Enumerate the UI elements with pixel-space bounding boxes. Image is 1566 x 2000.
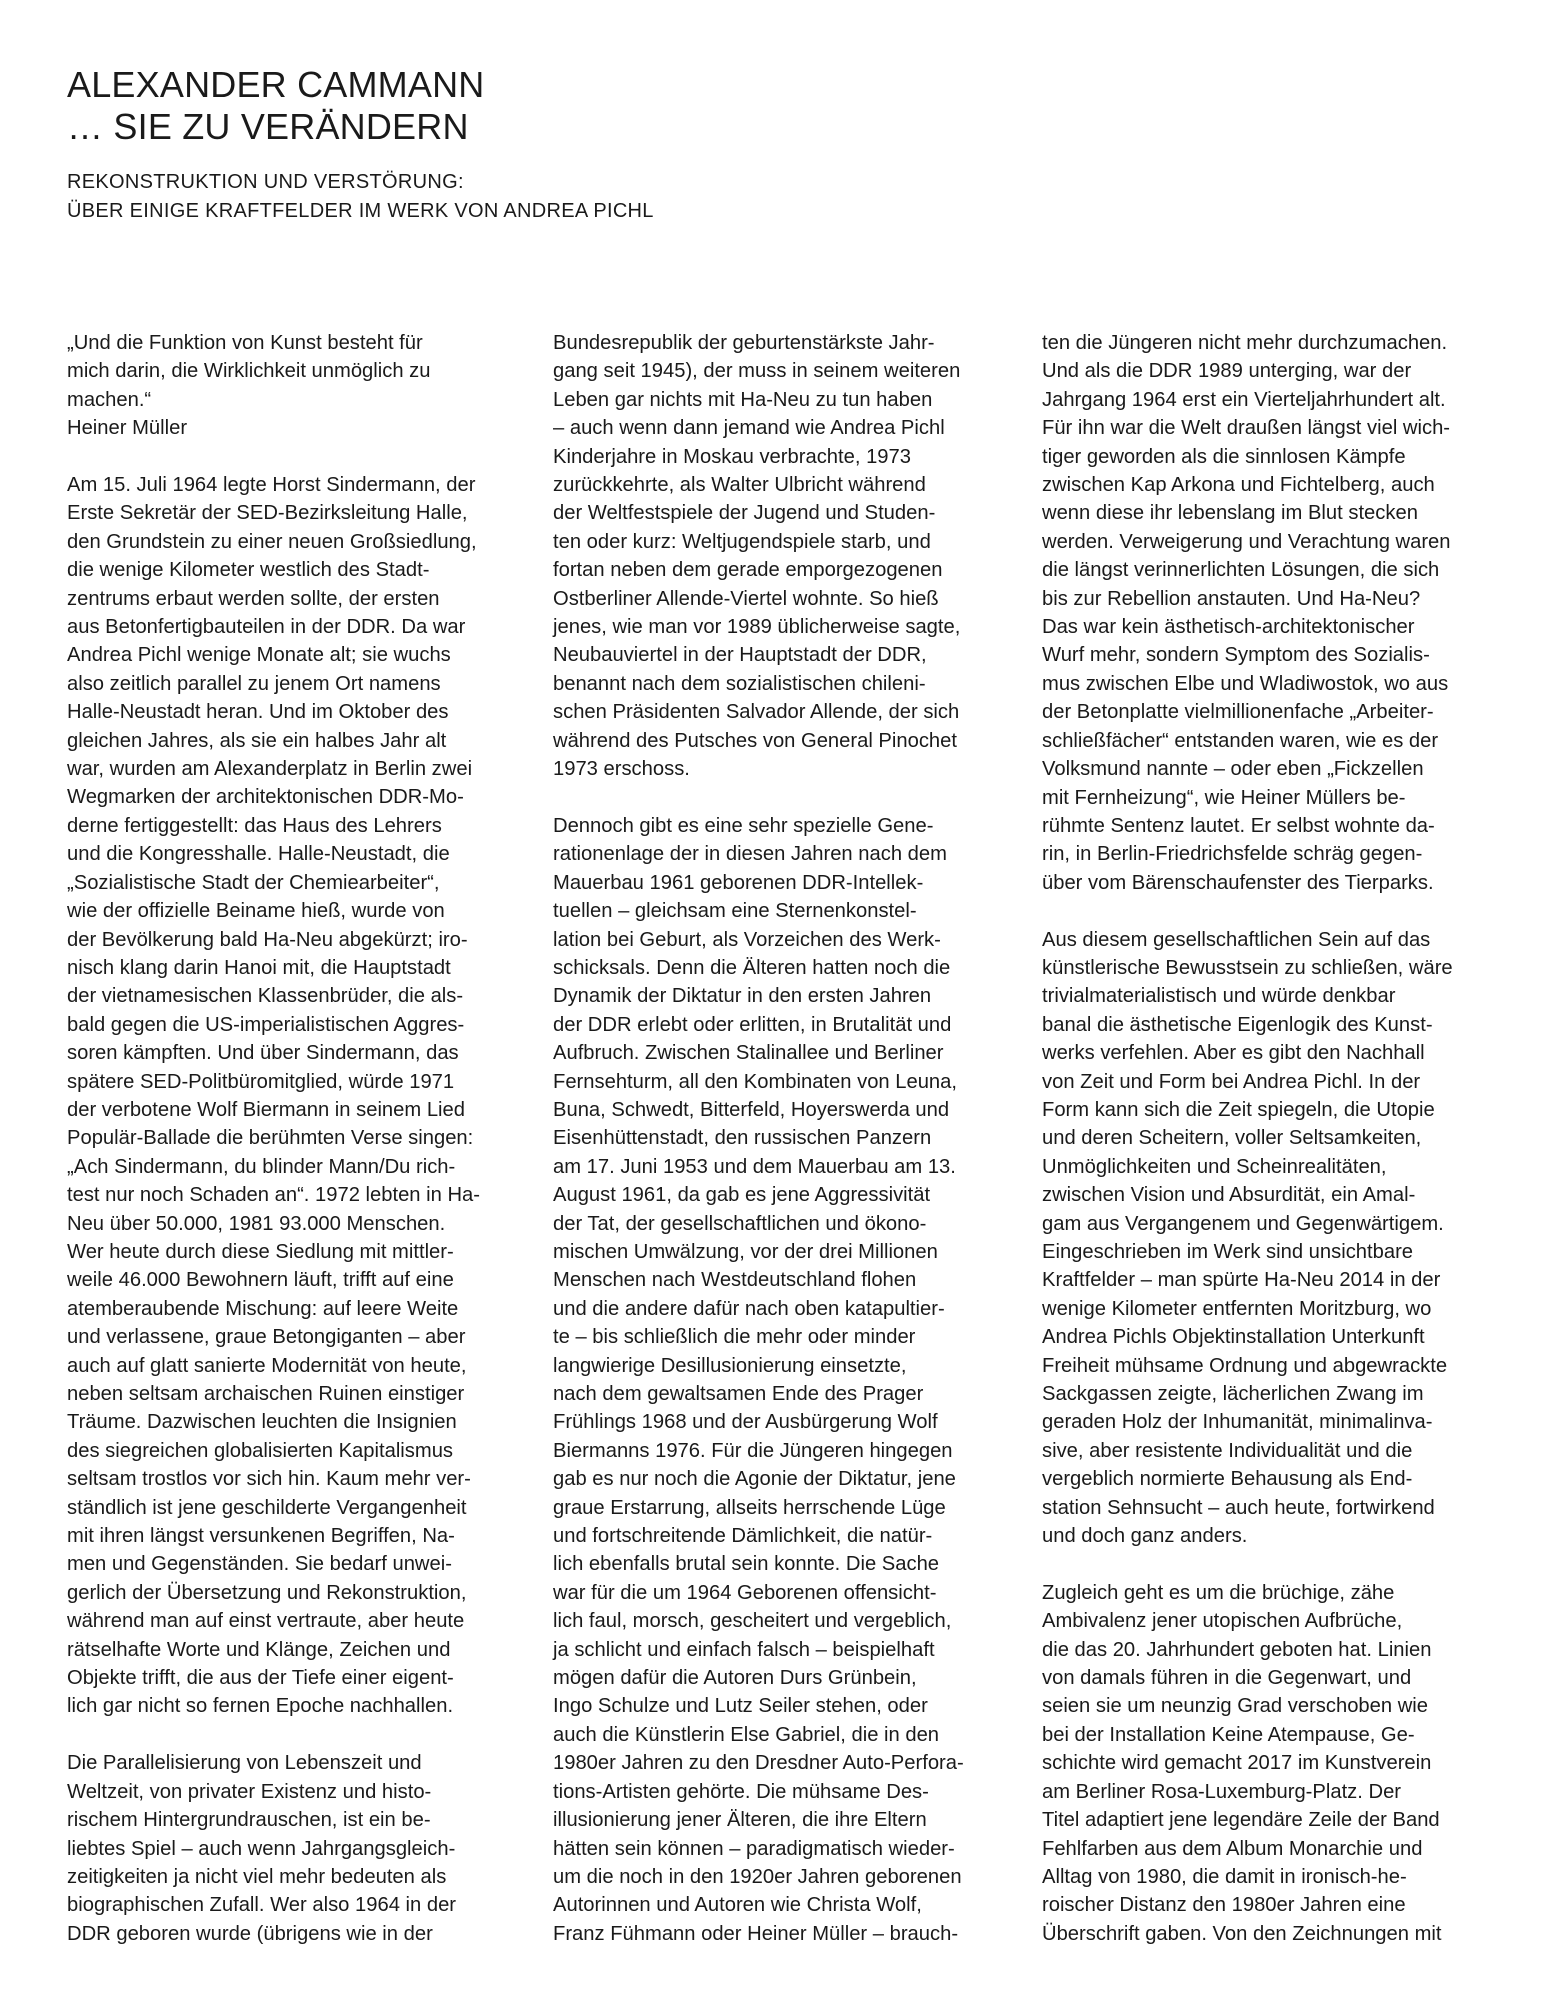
text-line: men und Gegenständen. Sie bedarf unwei- [67,1553,452,1576]
text-line: Erste Sekretär der SED-Bezirksleitung Halle, [67,502,468,525]
text-line: tiger geworden als die sinnlosen Kämpfe [1042,445,1406,468]
text-line: mögen dafür die Autoren Durs Grünbein, [553,1667,917,1690]
text-line: „Sozialistische Stadt der Chemiearbeiter“, [67,871,440,894]
text-line: war für die um 1964 Geborenen offensicht- [553,1581,937,1604]
text-line: schicksals. Denn die Älteren hatten noch die [553,956,951,979]
text-line: weile 46.000 Bewohnern läuft, trifft auf eine [67,1269,454,1292]
text-line: Mauerbau 1961 geborenen DDR-Intellek- [553,871,924,894]
text-line: rischem Hintergrundrauschen, ist ein be- [67,1809,431,1832]
paragraph [67,1749,515,1948]
text-line: Kinderjahre in Moskau verbrachte, 1973 [553,445,911,468]
text-line: der Tat, der gesellschaftlichen und ökono- [553,1212,927,1235]
text-line: benannt nach dem sozialistischen chileni- [553,672,926,695]
text-line: des siegreichen globalisierten Kapitalismus [67,1439,454,1462]
text-line: Ambivalenz jener utopischen Aufbrüche, [1042,1610,1403,1633]
text-line: Biermanns 1976. Für die Jüngeren hingegen [553,1439,953,1462]
text-line: am Berliner Rosa-Luxemburg-Platz. Der [1042,1780,1402,1803]
text-line: lation bei Geburt, als Vorzeichen des Werk- [553,928,941,951]
text-line: und verlassene, graue Betongiganten – aber [67,1326,466,1349]
text-line: sive, aber resistente Individualität und die [1042,1439,1413,1462]
text-line: werden. Verweigerung und Verachtung waren [1042,530,1451,553]
paragraph [1042,926,1490,1551]
text-line: Heiner Müller [67,417,188,440]
text-line: gang seit 1945), der muss in seinem weiteren [553,360,961,383]
text-line: atemberaubende Mischung: auf leere Weite [67,1297,459,1320]
text-line: zwischen Vision und Absurdität, ein Amal- [1042,1184,1416,1207]
text-line: Eingeschrieben im Werk sind unsichtbare [1042,1240,1414,1263]
text-line: Bundesrepublik der geburtenstärkste Jahr- [553,332,935,354]
text-line: Fehlfarben aus dem Album Monarchie und [1042,1837,1423,1860]
text-line: während man auf einst vertraute, aber heute [67,1610,465,1633]
text-line: rin, in Berlin-Friedrichsfelde schräg gegen- [1042,843,1423,866]
text-column-2 [553,329,1001,1948]
text-line: tuellen – gleichsam eine Sternenkonstel- [553,900,917,923]
text-line: Volksmund nannte – oder eben „Fickzellen [1042,758,1424,781]
text-line: jenes, wie man vor 1989 üblicherweise sagte, [553,616,961,639]
paragraph [553,812,1001,1948]
text-line: Titel adaptiert jene legendäre Zeile der Band [1042,1809,1440,1832]
text-line: Fernsehturm, all den Kombinaten von Leuna, [553,1070,957,1093]
text-line: Das war kein ästhetisch-architektonischer [1042,616,1415,639]
text-line: zwischen Kap Arkona und Fichtelberg, auch [1042,474,1435,497]
text-line: also zeitlich parallel zu jenem Ort namens [67,672,441,695]
text-line: geraden Holz der Inhumanität, minimalinva- [1042,1411,1433,1434]
author-name: ALEXANDER CAMMANN [67,64,485,105]
text-line: lich faul, morsch, gescheitert und vergeblich, [553,1610,952,1633]
text-line: Überschrift gaben. Von den Zeichnungen mit [1042,1922,1442,1945]
text-line: Neubauviertel in der Hauptstadt der DDR, [553,644,927,667]
text-line: die das 20. Jahrhundert geboten hat. Linien [1042,1638,1432,1661]
text-line: bald gegen die US-imperialistischen Aggres- [67,1013,465,1036]
text-line: „Ach Sindermann, du blinder Mann/Du rich- [67,1155,456,1178]
text-line: aus Betonfertigbauteilen in der DDR. Da war [67,616,466,639]
text-line: und doch ganz anders. [1042,1525,1248,1548]
text-line: mit ihren längst versunkenen Begriffen, Na- [67,1525,455,1548]
text-line: wie der offizielle Beiname hieß, wurde von [67,900,445,923]
text-line: graue Erstarrung, allseits herrschende Lüge [553,1496,946,1519]
text-line: banal die ästhetische Eigenlogik des Kunst- [1042,1013,1433,1036]
text-line: Halle-Neustadt heran. Und im Oktober des [67,701,449,724]
text-line: ja schlicht und einfach falsch – beispielhaft [553,1638,935,1661]
text-line: Wegmarken der architektonischen DDR-Mo- [67,786,464,809]
subtitle-line: ÜBER EINIGE KRAFTFELDER IM WERK VON ANDREA PICHL [67,200,654,222]
text-line: hätten sein können – paradigmatisch wieder- [553,1837,955,1860]
text-line: lich gar nicht so fernen Epoche nachhallen. [67,1695,454,1718]
text-line: Alltag von 1980, die damit in ironisch-he- [1042,1865,1407,1888]
text-line: Träume. Dazwischen leuchten die Insignien [67,1411,457,1434]
text-line: bei der Installation Keine Atempause, Ge- [1042,1723,1415,1746]
text-line: von damals führen in die Gegenwart, und [1042,1667,1412,1690]
subtitle-line: REKONSTRUKTION UND VERSTÖRUNG: [67,171,464,193]
text-line: schichte wird gemacht 2017 im Kunstverein [1042,1752,1432,1775]
text-line: zeitigkeiten ja nicht viel mehr bedeuten als [67,1865,447,1888]
text-line: soren kämpften. Und über Sindermann, das [67,1042,459,1065]
text-line: der Betonplatte vielmillionenfache „Arbeiter- [1042,701,1434,724]
text-line: Zugleich geht es um die brüchige, zähe [1042,1581,1395,1604]
text-line: ten die Jüngeren nicht mehr durchzumachen. [1042,332,1448,354]
text-line: ständlich ist jene geschilderte Vergangenheit [67,1496,467,1519]
text-line: Wurf mehr, sondern Symptom des Sozialis- [1042,644,1430,667]
text-line: gleichen Jahres, als sie ein halbes Jahr alt [67,729,447,752]
text-line: tions-Artisten gehörte. Die mühsame Des- [553,1780,929,1803]
text-line: Kraftfelder – man spürte Ha-Neu 2014 in der [1042,1269,1441,1292]
text-line: seien sie um neunzig Grad verschoben wie [1042,1695,1429,1718]
text-line: von Zeit und Form bei Andrea Pichl. In der [1042,1070,1421,1093]
text-line: Weltzeit, von privater Existenz und histo- [67,1780,432,1803]
text-line: wenige Kilometer entfernten Moritzburg, wo [1042,1297,1432,1320]
text-line: der verbotene Wolf Biermann in seinem Lied [67,1098,465,1121]
text-line: gam aus Vergangenem und Gegenwärtigem. [1042,1212,1444,1235]
text-column-1 [67,329,515,1948]
text-line: fortan neben dem gerade emporgezogenen [553,559,943,582]
text-line: Andrea Pichl wenige Monate alt; sie wuchs [67,644,451,667]
text-line: ten oder kurz: Weltjugendspiele starb, und [553,530,931,553]
text-line: während des Putsches von General Pinochet [553,729,957,752]
text-line: und fortschreitende Dämlichkeit, die natür- [553,1525,933,1548]
text-line: mit Fernheizung“, wie Heiner Müllers be- [1042,786,1406,809]
text-line: und deren Scheitern, voller Seltsamkeiten, [1042,1127,1422,1150]
text-line: der DDR erlebt oder erlitten, in Brutalität und [553,1013,952,1036]
text-line: machen.“ [67,388,152,411]
text-line: und die Kongresshalle. Halle-Neustadt, die [67,843,450,866]
text-line: Dennoch gibt es eine sehr spezielle Gene- [553,814,934,837]
text-line: schließfächer“ entstanden waren, wie es der [1042,729,1439,752]
text-line: DDR geboren wurde (übrigens wie in der [67,1922,433,1945]
text-line: auch auf glatt sanierte Modernität von heute, [67,1354,467,1377]
text-line: Dynamik der Diktatur in den ersten Jahren [553,985,932,1008]
text-line: Objekte trifft, die aus der Tiefe einer eigent- [67,1667,454,1690]
text-line: rätselhafte Worte und Klänge, Zeichen und [67,1638,451,1661]
text-line: illusionierung jener Älteren, die ihre Eltern [553,1809,927,1832]
text-line: Populär-Ballade die berühmten Verse singen: [67,1127,474,1150]
text-line: mus zwischen Elbe und Wladiwostok, wo aus [1042,672,1449,695]
text-line: biographischen Zufall. Wer also 1964 in der [67,1894,457,1917]
text-line: die wenige Kilometer westlich des Stadt- [67,559,430,582]
text-line: trivialmaterialistisch und würde denkbar [1042,985,1396,1008]
article-header [67,64,1367,226]
text-line: Und als die DDR 1989 unterging, war der [1042,360,1412,383]
text-line: zurückkehrte, als Walter Ulbricht während [553,474,926,497]
text-line: Frühlings 1968 und der Ausbürgerung Wolf [553,1411,938,1434]
text-line: Menschen nach Westdeutschland flohen [553,1269,917,1292]
text-line: Aus diesem gesellschaftlichen Sein auf das [1042,928,1431,951]
text-line: seltsam trostlos vor sich hin. Kaum mehr ver- [67,1468,471,1491]
text-line: am 17. Juni 1953 und dem Mauerbau am 13. [553,1155,956,1178]
text-line: vergeblich normierte Behausung als End- [1042,1468,1413,1491]
text-line: Autorinnen und Autoren wie Christa Wolf, [553,1894,922,1917]
text-line: roischer Distanz den 1980er Jahren eine [1042,1894,1406,1917]
text-line: Freiheit mühsame Ordnung und abgewrackte [1042,1354,1448,1377]
paragraph [67,329,515,443]
text-line: war, wurden am Alexanderplatz in Berlin zwei [67,758,473,781]
article-title: … SIE ZU VERÄNDERN [67,106,469,147]
text-line: Eisenhüttenstadt, den russischen Panzern [553,1127,932,1150]
text-line: schen Präsidenten Salvador Allende, der sich [553,701,960,724]
text-line: gerlich der Übersetzung und Rekonstruktion, [67,1581,467,1604]
paragraph [1042,1579,1490,1948]
text-line: werks verfehlen. Aber es gibt den Nachhall [1042,1042,1425,1065]
text-line: Leben gar nichts mit Ha-Neu zu tun haben [553,388,933,411]
text-line: Die Parallelisierung von Lebenszeit und [67,1752,422,1775]
text-line: und die andere dafür nach oben katapultier- [553,1297,945,1320]
text-line: rationenlage der in diesen Jahren nach dem [553,843,947,866]
body-text-columns [67,329,1512,1989]
text-line: gab es nur noch die Agonie der Diktatur, jene [553,1468,956,1491]
article-subtitle [67,168,1367,226]
text-line: „Und die Funktion von Kunst besteht für [67,332,423,354]
text-line: bis zur Rebellion anstauten. Und Ha-Neu? [1042,587,1421,610]
text-line: 1980er Jahren zu den Dresdner Auto-Perfora- [553,1752,964,1775]
text-line: nach dem gewaltsamen Ende des Prager [553,1383,924,1406]
text-column-3 [1042,329,1490,1948]
text-line: zentrums erbaut werden sollte, der ersten [67,587,440,610]
text-line: der Weltfestspiele der Jugend und Studen- [553,502,936,525]
text-line: te – bis schließlich die mehr oder minder [553,1326,916,1349]
text-line: künstlerische Bewusstsein zu schließen, wäre [1042,956,1453,979]
text-line: liebtes Spiel – auch wenn Jahrgangsgleich- [67,1837,456,1860]
text-line: die längst verinnerlichten Lösungen, die sich [1042,559,1440,582]
text-line: Andrea Pichls Objektinstallation Unterkunft [1042,1326,1425,1349]
text-line: der vietnamesischen Klassenbrüder, die als- [67,985,464,1008]
text-line: August 1961, da gab es jene Aggressivität [553,1184,931,1207]
text-line: langwierige Desillusionierung einsetzte, [553,1354,907,1377]
text-line: der Bevölkerung bald Ha-Neu abgekürzt; iro- [67,928,468,951]
text-line: rühmte Sentenz lautet. Er selbst wohnte da- [1042,814,1435,837]
text-line: – auch wenn dann jemand wie Andrea Pichl [553,417,945,440]
text-line: Ostberliner Allende-Viertel wohnte. So hieß [553,587,939,610]
text-line: den Grundstein zu einer neuen Großsiedlung, [67,530,477,553]
text-line: mich darin, die Wirklichkeit unmöglich zu [67,360,431,383]
text-line: wenn diese ihr lebenslang im Blut stecken [1042,502,1418,525]
text-line: über vom Bärenschaufenster des Tierparks. [1042,871,1434,894]
text-line: Sackgassen zeigte, lächerlichen Zwang im [1042,1383,1424,1406]
text-line: Buna, Schwedt, Bitterfeld, Hoyerswerda und [553,1098,950,1121]
text-line: spätere SED-Politbüromitglied, würde 1971 [67,1070,455,1093]
paragraph [553,329,1001,784]
text-line: Form kann sich die Zeit spiegeln, die Utopie [1042,1098,1435,1121]
text-line: test nur noch Schaden an“. 1972 lebten in Ha- [67,1184,480,1207]
text-line: Ingo Schulze und Lutz Seiler stehen, oder [553,1695,928,1718]
text-line: Franz Fühmann oder Heiner Müller – brauch- [553,1922,959,1945]
paragraph [1042,329,1490,897]
text-line: Am 15. Juli 1964 legte Horst Sindermann, der [67,474,476,497]
text-line: Wer heute durch diese Siedlung mit mittler- [67,1240,454,1263]
text-line: Unmöglichkeiten und Scheinrealitäten, [1042,1155,1387,1178]
text-line: um die noch in den 1920er Jahren geborenen [553,1865,962,1888]
text-line: nisch klang darin Hanoi mit, die Hauptstadt [67,956,451,979]
text-line: lich ebenfalls brutal sein konnte. Die Sache [553,1553,940,1576]
text-line: Aufbruch. Zwischen Stalinallee und Berliner [553,1042,944,1065]
text-line: auch die Künstlerin Else Gabriel, die in den [553,1723,940,1746]
text-line: 1973 erschoss. [553,758,690,781]
text-line: Jahrgang 1964 erst ein Vierteljahrhundert alt. [1042,388,1446,411]
text-line: mischen Umwälzung, vor der drei Millionen [553,1240,938,1263]
text-line: station Sehnsucht – auch heute, fortwirkend [1042,1496,1435,1519]
text-line: derne fertiggestellt: das Haus des Lehrers [67,814,442,837]
text-line: neben seltsam archaischen Ruinen einstiger [67,1383,465,1406]
text-line: Für ihn war die Welt draußen längst viel wich- [1042,417,1451,440]
paragraph [67,471,515,1721]
text-line: Neu über 50.000, 1981 93.000 Menschen. [67,1212,446,1235]
